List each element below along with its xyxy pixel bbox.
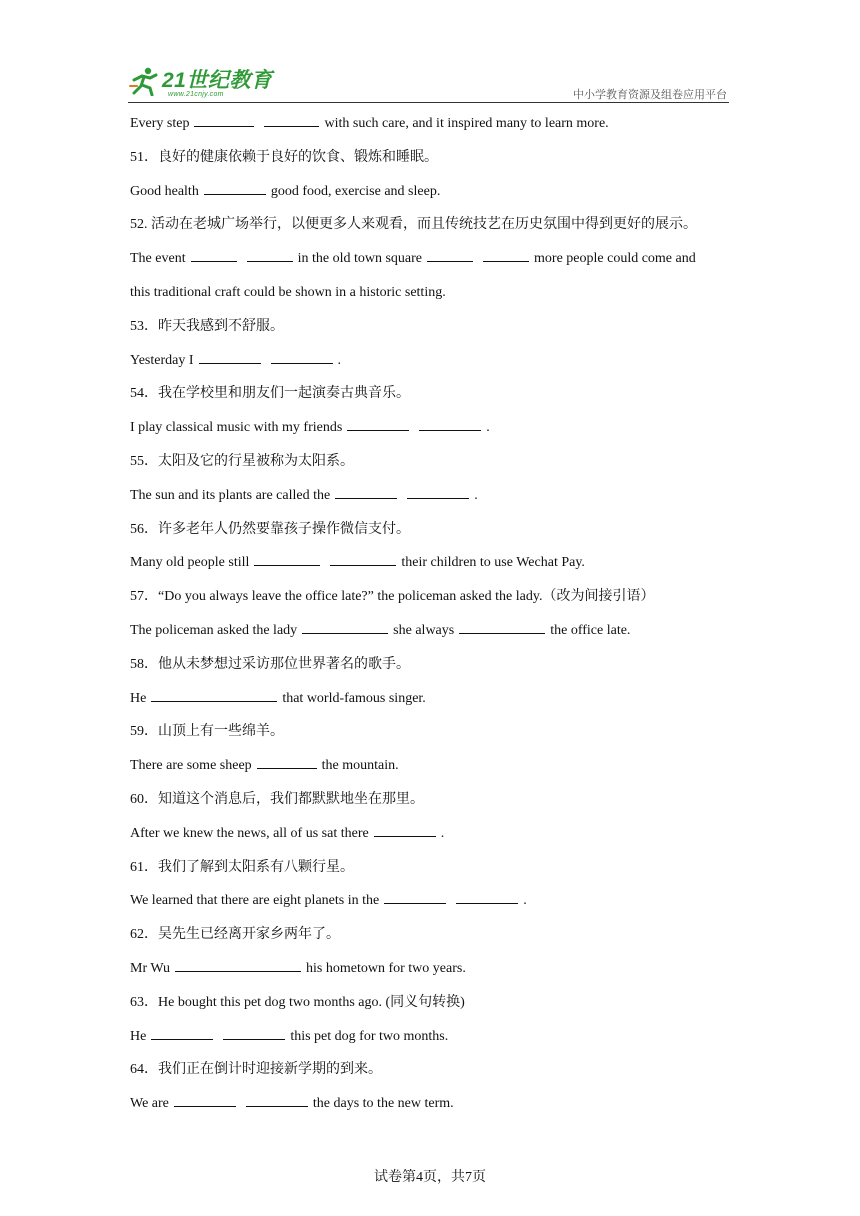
answer-blank[interactable] xyxy=(174,1093,236,1107)
answer-blank[interactable] xyxy=(302,620,388,634)
answer-blank[interactable] xyxy=(419,417,481,431)
line-text: 55．太阳及它的行星被称为太阳系。 xyxy=(130,453,354,469)
line-text: Mr Wu xyxy=(130,960,171,976)
exercise-line xyxy=(130,749,740,783)
line-text: The event xyxy=(130,251,186,267)
answer-blank[interactable] xyxy=(347,417,409,431)
answer-blank[interactable] xyxy=(483,248,529,262)
answer-blank[interactable] xyxy=(175,958,301,972)
line-text: He xyxy=(130,690,147,706)
exercise-line xyxy=(130,445,740,479)
exercise-line xyxy=(130,817,740,851)
logo-url: www.21cnjy.com xyxy=(168,91,224,98)
line-text: . xyxy=(474,487,478,503)
line-text: We learned that there are eight planets in the xyxy=(130,893,380,909)
site-logo xyxy=(128,64,278,100)
exercise-line xyxy=(130,851,740,885)
line-text: 51．良好的健康依赖于良好的饮食、锻炼和睡眠。 xyxy=(130,149,438,165)
line-text: Every step xyxy=(130,116,190,131)
line-text: Yesterday I xyxy=(130,352,194,368)
line-text: the office late. xyxy=(550,622,631,638)
line-text: Good health xyxy=(130,183,199,199)
line-text: 63．He bought this pet dog two months ago. (同义句转换) xyxy=(130,994,465,1010)
line-text: 54．我在学校里和朋友们一起演奏古典音乐。 xyxy=(130,386,410,402)
exercise-line xyxy=(130,377,740,411)
page-footer: 试卷第4页，共7页 xyxy=(374,1170,486,1185)
line-text: the mountain. xyxy=(321,758,399,774)
line-text: . xyxy=(337,352,342,368)
answer-blank[interactable] xyxy=(374,823,436,837)
running-figure-icon xyxy=(128,66,162,96)
line-text: 53．昨天我感到不舒服。 xyxy=(130,318,284,334)
exercise-line xyxy=(130,1053,740,1087)
line-text: 52. 活动在老城广场举行，以便更多人来观看，而且传统技艺在历史氛围中得到更好的展示。 xyxy=(130,217,697,233)
exercise-line xyxy=(130,986,740,1020)
answer-blank[interactable] xyxy=(199,350,261,364)
exercise-line xyxy=(130,242,740,276)
line-text: He xyxy=(130,1028,147,1044)
exercise-line xyxy=(130,344,740,378)
exercise-line xyxy=(130,614,740,648)
answer-blank[interactable] xyxy=(257,755,317,769)
exercise-line xyxy=(130,479,740,513)
line-text: 61．我们了解到太阳系有八颗行星。 xyxy=(130,859,354,875)
answer-blank[interactable] xyxy=(247,248,293,262)
line-text: the days to the new term. xyxy=(312,1096,454,1112)
line-text: . xyxy=(440,825,445,841)
answer-blank[interactable] xyxy=(191,248,237,262)
exercise-line xyxy=(130,175,740,209)
line-text: 62．吴先生已经离开家乡两年了。 xyxy=(130,927,340,943)
line-text: I play classical music with my friends xyxy=(130,420,343,436)
line-text: good food, exercise and sleep. xyxy=(270,183,441,199)
exercise-line xyxy=(130,952,740,986)
answer-blank[interactable] xyxy=(335,485,397,499)
line-text: in the old town square xyxy=(297,251,423,267)
answer-blank[interactable] xyxy=(407,485,469,499)
line-text: After we knew the news, all of us sat there xyxy=(130,825,369,841)
answer-blank[interactable] xyxy=(264,113,319,127)
answer-blank[interactable] xyxy=(427,248,473,262)
answer-blank[interactable] xyxy=(246,1093,308,1107)
line-text: 60．知道这个消息后，我们都默默地坐在那里。 xyxy=(130,791,424,807)
line-text: 64．我们正在倒计时迎接新学期的到来。 xyxy=(130,1062,382,1078)
answer-blank[interactable] xyxy=(194,113,254,127)
line-text: with such care, and it inspired many to learn more. xyxy=(324,116,609,131)
answer-blank[interactable] xyxy=(223,1026,285,1040)
exercise-line xyxy=(130,208,740,242)
exercise-line xyxy=(130,546,740,580)
exercise-line xyxy=(130,141,740,175)
exercise-line xyxy=(130,1020,740,1054)
exercise-line xyxy=(130,648,740,682)
answer-blank[interactable] xyxy=(204,181,266,195)
line-text: There are some sheep xyxy=(130,758,252,774)
line-text: more people could come and xyxy=(534,251,696,267)
answer-blank[interactable] xyxy=(271,350,333,364)
exercise-line xyxy=(130,682,740,716)
exercise-line xyxy=(130,310,740,344)
line-text: 57．“Do you always leave the office late?” the policeman asked the lady.（改为间接引语） xyxy=(130,589,655,605)
line-text: that world-famous singer. xyxy=(282,690,426,706)
line-text: 58．他从未梦想过采访那位世界著名的歌手。 xyxy=(130,656,410,672)
line-text: his hometown for two years. xyxy=(306,960,466,976)
line-text: 56．许多老年人仍然要靠孩子操作微信支付。 xyxy=(130,521,410,537)
exercise-line xyxy=(130,918,740,952)
page-header xyxy=(128,62,729,103)
exercise-line xyxy=(130,884,740,918)
line-text: . xyxy=(523,893,527,909)
exercise-line xyxy=(130,715,740,749)
exercise-line xyxy=(130,107,740,141)
exercise-line xyxy=(130,1087,740,1121)
answer-blank[interactable] xyxy=(459,620,545,634)
header-tagline: 中小学教育资源及组卷应用平台 xyxy=(573,88,727,101)
line-text: this traditional craft could be shown in a historic setting. xyxy=(130,284,446,300)
logo-text: 21世纪教育 xyxy=(162,69,273,92)
exercise-line xyxy=(130,513,740,547)
line-text: 59．山顶上有一些绵羊。 xyxy=(130,724,284,740)
exercise-content xyxy=(130,107,740,1121)
answer-blank[interactable] xyxy=(456,890,518,904)
line-text: We are xyxy=(130,1096,169,1112)
answer-blank[interactable] xyxy=(330,552,396,566)
line-text: this pet dog for two months. xyxy=(290,1028,449,1044)
line-text: their children to use Wechat Pay. xyxy=(401,555,585,571)
line-text: she always xyxy=(393,622,455,638)
answer-blank[interactable] xyxy=(151,688,277,702)
exercise-line xyxy=(130,783,740,817)
line-text: . xyxy=(486,420,490,436)
exercise-line xyxy=(130,276,740,310)
answer-blank[interactable] xyxy=(384,890,446,904)
exercise-line xyxy=(130,411,740,445)
answer-blank[interactable] xyxy=(151,1026,213,1040)
line-text: The sun and its plants are called the xyxy=(130,487,331,503)
exercise-line xyxy=(130,580,740,614)
line-text: The policeman asked the lady xyxy=(130,622,298,638)
line-text: Many old people still xyxy=(130,555,250,571)
answer-blank[interactable] xyxy=(254,552,320,566)
